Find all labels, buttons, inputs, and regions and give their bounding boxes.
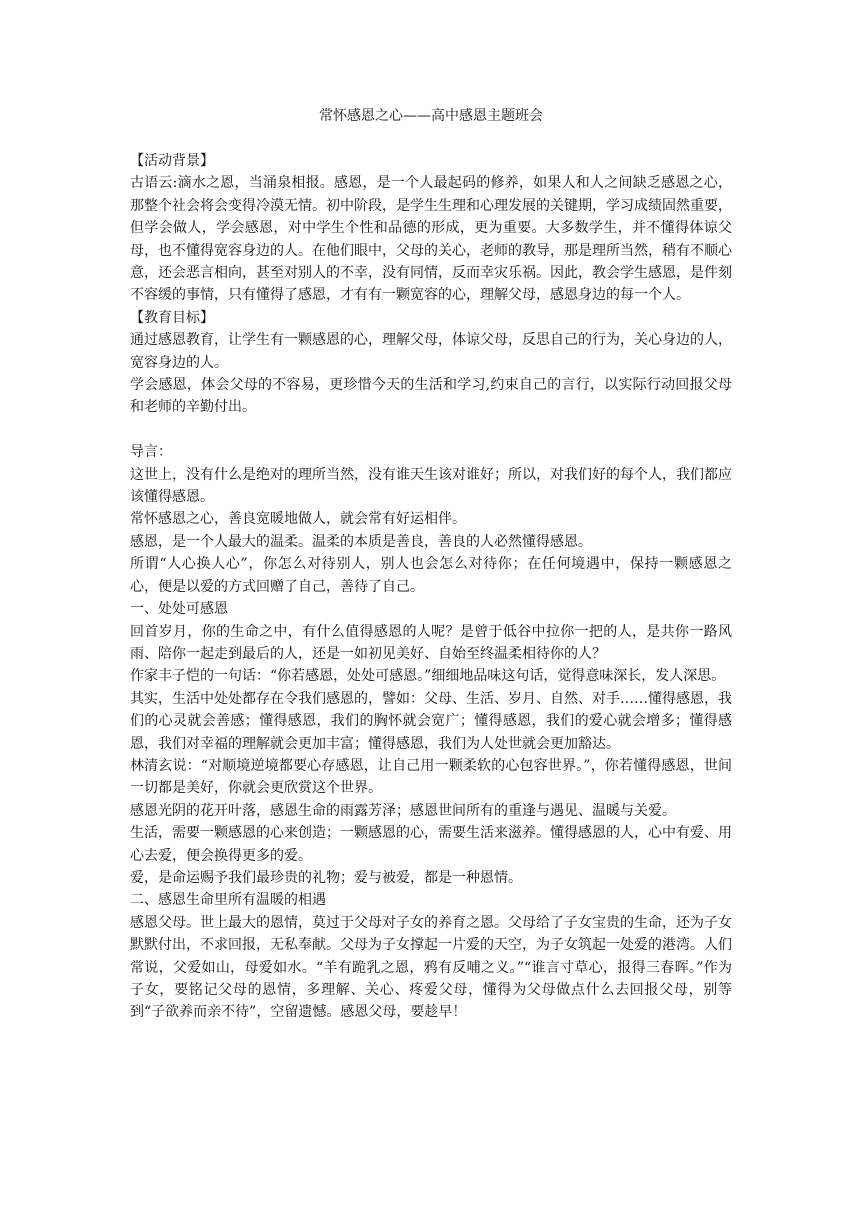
paragraph-intro-1: 这世上，没有什么是绝对的理所当然，没有谁天生该对谁好；所以，对我们好的每个人，我们都应该懂得感恩。 [130, 466, 732, 506]
paragraph-part1-6: 生活，需要一颗感恩的心来创造；一颗感恩的心，需要生活来滋养。懂得感恩的人，心中有爱、用心去爱，便会换得更多的爱。 [130, 825, 732, 864]
paragraph-part1-7: 爱，是命运赐予我们最珍贵的礼物；爱与被爱，都是一种恩情。 [130, 869, 522, 886]
section-heading-part-1: 一、处处可感恩 [130, 601, 228, 618]
paragraph-part1-3: 其实，生活中处处都存在令我们感恩的，譬如：父母、生活、岁月、自然、对手……懂得感恩，我们的心灵就会善感；懂得感恩，我们的胸怀就会宽广；懂得感恩，我们的爱心就会增多；懂得感恩，我们对幸福的理解就会更加丰富；懂得感恩，我们为人处世就会更加豁达。 [130, 690, 732, 752]
paragraph-intro-3: 感恩，是一个人最大的温柔。温柔的本质是善良，善良的人必然懂得感恩。 [130, 533, 592, 550]
section-heading-background: 【活动背景】 [130, 153, 214, 169]
paragraph-part1-1: 回首岁月，你的生命之中，有什么值得感恩的人呢？是曾于低谷中拉你一把的人，是共你一路风雨、陪你一起走到最后的人，还是一如初见美好、自始至终温柔相待你的人？ [130, 623, 732, 662]
paragraph-part1-2: 作家丰子恺的一句话：“你若感恩，处处可感恩。”细细地品味这句话，觉得意味深长，发人深思。 [130, 668, 726, 685]
section-heading-intro: 导言： [130, 444, 172, 461]
paragraph-part2-1: 感恩父母。世上最大的恩情，莫过于父母对子女的养育之恩。父母给了子女宝贵的生命，还为子女默默付出，不求回报，无私奉献。父母为子女撑起一片爱的天空，为子女筑起一处爱的港湾。人们常说，父爱如山，母爱如水。“羊有跪乳之恩，鸦有反哺之义。”“谁言寸草心，报得三春晖。”作为子女，要铭记父母的恩情，多理解、关心、疼爱父母，懂得为父母做点什么去回报父母，别等到“子欲养而亲不待”，空留遗憾。感恩父母，要趁早！ [130, 914, 732, 1021]
paragraph-part1-5: 感恩光阴的花开叶落，感恩生命的雨露芳泽；感恩世间所有的重逢与遇见、温暖与关爱。 [130, 802, 676, 819]
document-body [130, 150, 732, 1024]
blank-line [130, 419, 732, 441]
paragraph-goal-1: 通过感恩教育，让学生有一颗感恩的心，理解父母，体谅父母，反思自己的行为，关心身边的人，宽容身边的人。 [130, 332, 732, 371]
paragraph-part1-4: 林清玄说：“对顺境逆境都要心存感恩，让自己用一颗柔软的心包容世界。”，你若懂得感恩，世间一切都是美好，你就会更欣赏这个世界。 [130, 757, 732, 797]
section-heading-part-2: 二、感恩生命里所有温暖的相遇 [130, 892, 326, 909]
paragraph-goal-2: 学会感恩，体会父母的不容易，更珍惜今天的生活和学习,约束自己的言行，以实际行动回报父母和老师的辛勤付出。 [130, 377, 732, 416]
document-title: 常怀感恩之心——高中感恩主题班会 [319, 108, 543, 124]
paragraph-background: 古语云:滴水之恩，当涌泉相报。感恩，是一个人最起码的修养，如果人和人之间缺乏感恩之心，那整个社会将会变得冷漠无情。初中阶段，是学生生理和心理发展的关键期，学习成绩固然重要，但学会做人，学会感恩，对中学生个性和品德的形成，更为重要。大多数学生，并不懂得体谅父母，也不懂得宽容身边的人。在他们眼中，父母的关心，老师的教导，那是理所当然，稍有不顺心意，还会恶言相向，甚至对别人的不幸，没有同情，反而幸灾乐祸。因此，教会学生感恩，是件刻不容缓的事情，只有懂得了感恩，才有有一颗宽容的心，理解父母，感恩身边的每一个人。 [130, 175, 732, 304]
paragraph-intro-2: 常怀感恩之心，善良宽暖地做人，就会常有好运相伴。 [130, 511, 466, 528]
paragraph-intro-4: 所谓“人心换人心”，你怎么对待别人，别人也会怎么对待你；在任何境遇中，保持一颗感恩之心，便是以爱的方式回赠了自己，善待了自己。 [130, 556, 732, 595]
section-heading-goals: 【教育目标】 [130, 309, 214, 326]
